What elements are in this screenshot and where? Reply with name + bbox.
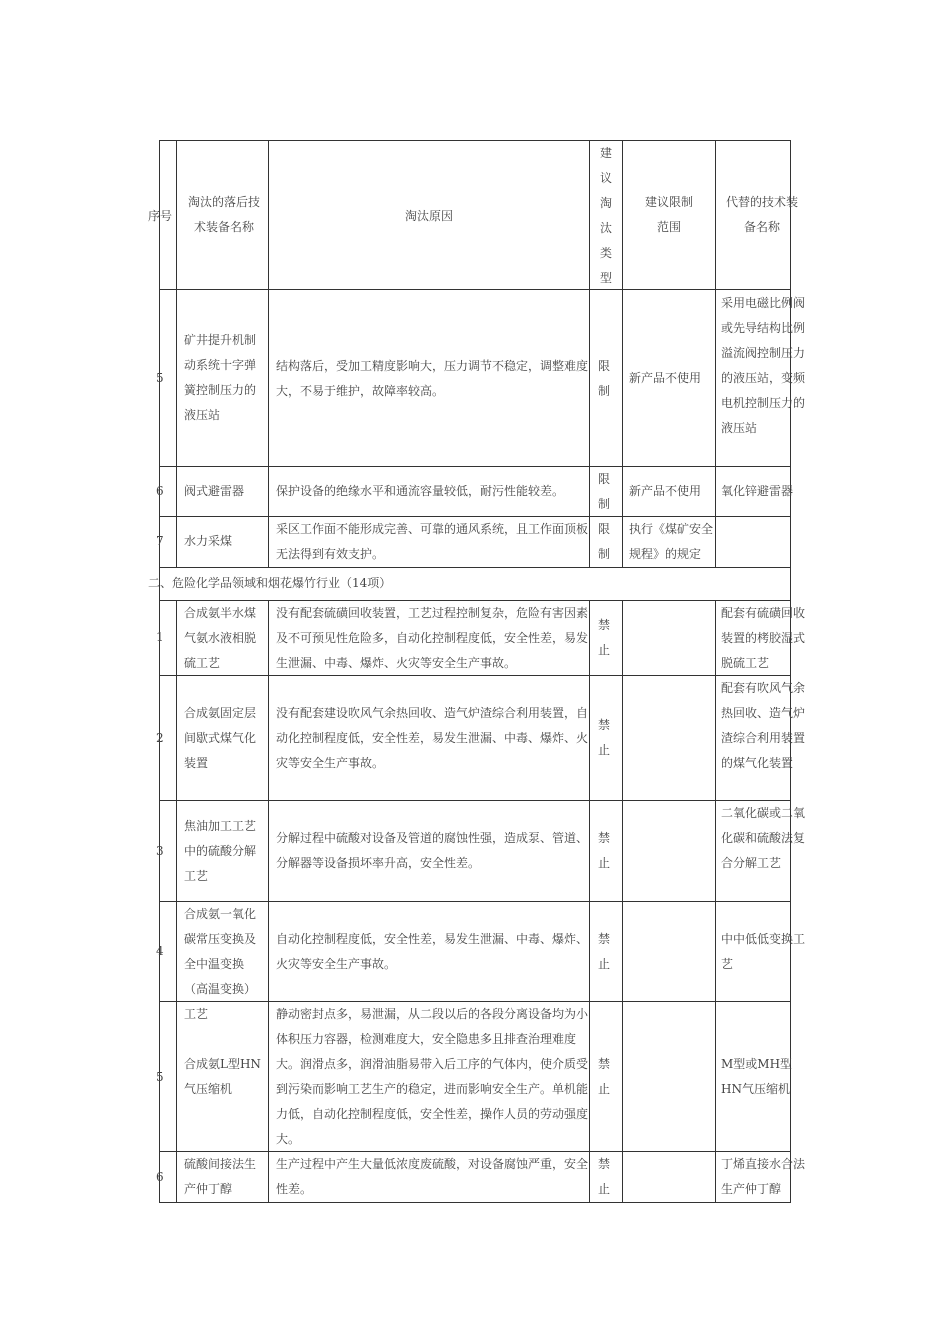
grid-line (159, 800, 791, 801)
row-replacement: 配套有硫磺回收装置的栲胶湿式脱硫工艺 (721, 606, 806, 670)
row-seq: 5 (156, 371, 164, 385)
row-reason: 分解过程中硫酸对设备及管道的腐蚀性强，造成泵、管道、分解器等设备损坏率升高，安全性差。 (276, 831, 589, 870)
grid-line (622, 140, 623, 567)
grid-line (715, 140, 716, 567)
row-seq: 2 (156, 731, 164, 745)
grid-line (268, 140, 269, 567)
row-replacement: 中中低低变换工艺 (721, 932, 806, 971)
row-reason: 保护设备的绝缘水平和通流容量较低，耐污性能较差。 (276, 484, 565, 498)
row-type: 禁止 (598, 618, 611, 657)
header-replacement: 代替的技术装备名称 (725, 195, 798, 234)
row-type: 限制 (598, 359, 611, 398)
row-scope: 新产品不使用 (629, 484, 702, 498)
row-type: 禁止 (598, 1157, 611, 1196)
row-seq: 4 (156, 944, 164, 958)
row-replacement: M型或MH型HN气压缩机 (721, 1057, 793, 1096)
header-name: 淘汰的落后技术装备名称 (187, 195, 260, 234)
row-reason: 生产过程中产生大量低浓度废硫酸，对设备腐蚀严重，安全性差。 (276, 1157, 589, 1196)
row-seq: 7 (156, 534, 164, 548)
row-name: 合成氨固定层间歇式煤气化装置 (184, 706, 257, 770)
row-type: 禁止 (598, 932, 611, 971)
row-type: 限制 (598, 522, 611, 561)
grid-line (159, 140, 791, 141)
grid-line (589, 140, 590, 567)
row-reason: 静动密封点多，易泄漏，从二段以后的各段分离设备均为小体积压力容器，检测难度大，安全隐患多且排查治理难度大。润滑点多，润滑油脂易带入后工序的气体内，使介质受到污染而影响工艺生产的稳定，进而影响安全生产。单机能力低，自动化控制程度低，安全性差，操作人员的劳动强度大。 (276, 1007, 589, 1146)
row-name: 焦油加工工艺中的硫酸分解工艺 (184, 819, 257, 883)
section-title: 二、危险化学品领域和烟花爆竹行业（14项） (148, 576, 392, 590)
row-reason: 没有配套建设吹风气余热回收、造气炉渣综合利用装置，自动化控制程度低，安全性差，易发生泄漏、中毒、爆炸、火灾等安全生产事故。 (276, 706, 589, 770)
row-seq: 3 (156, 844, 164, 858)
row-type: 禁止 (598, 1057, 611, 1096)
row-scope: 执行《煤矿安全规程》的规定 (629, 522, 714, 561)
grid-line (159, 466, 791, 467)
row-replacement: 氧化锌避雷器 (721, 484, 794, 498)
header-seq: 序号 (148, 209, 173, 223)
row-reason: 没有配套硫磺回收装置，工艺过程控制复杂，危险有害因素及不可预见性危险多，自动化控制程度低，安全性差，易发生泄漏、中毒、爆炸、火灾等安全生产事故。 (276, 606, 589, 670)
row-seq: 6 (156, 1170, 164, 1184)
row-seq: 1 (156, 630, 164, 644)
grid-line (159, 1202, 791, 1203)
header-reason: 淘汰原因 (404, 209, 453, 223)
header-scope: 建议限制范围 (644, 195, 693, 234)
row-seq: 5 (156, 1070, 164, 1084)
row-name: 硫酸间接法生产仲丁醇 (184, 1157, 257, 1196)
row-reason: 采区工作面不能形成完善、可靠的通风系统，且工作面顶板无法得到有效支护。 (276, 522, 589, 561)
row-name: 阀式避雷器 (184, 484, 245, 498)
row-name: 合成氨半水煤气氨水液相脱硫工艺 (184, 606, 257, 670)
row-replacement: 配套有吹风气余热回收、造气炉渣综合利用装置的煤气化装置 (721, 681, 806, 770)
row-replacement: 二氧化碳或二氧化碳和硫酸法复合分解工艺 (721, 806, 806, 870)
row-seq: 6 (156, 484, 164, 498)
row-name: 合成氨一氧化碳常压变换及全中温变换（高温变换）工艺 (184, 907, 257, 1021)
row-scope: 新产品不使用 (629, 371, 702, 385)
row-name: 水力采煤 (184, 534, 233, 548)
row-reason: 自动化控制程度低，安全性差，易发生泄漏、中毒、爆炸、火灾等安全生产事故。 (276, 932, 589, 971)
grid-line (159, 567, 791, 568)
row-replacement: 采用电磁比例阀或先导结构比例溢流阀控制压力的液压站，变频电机控制压力的液压站 (721, 296, 806, 435)
grid-line (159, 289, 791, 290)
row-type: 限制 (598, 472, 611, 511)
row-name: 矿井提升机制动系统十字弹簧控制压力的液压站 (184, 333, 257, 422)
row-reason: 结构落后，受加工精度影响大，压力调节不稳定，调整难度大，不易于维护，故障率较高。 (276, 359, 589, 398)
grid-line (159, 140, 160, 1203)
row-type: 禁止 (598, 831, 611, 870)
row-name: 合成氨L型HN气压缩机 (184, 1057, 261, 1096)
row-replacement: 丁烯直接水合法生产仲丁醇 (721, 1157, 806, 1196)
row-type: 禁止 (598, 718, 611, 757)
header-type: 建议淘汰类型 (599, 146, 612, 285)
